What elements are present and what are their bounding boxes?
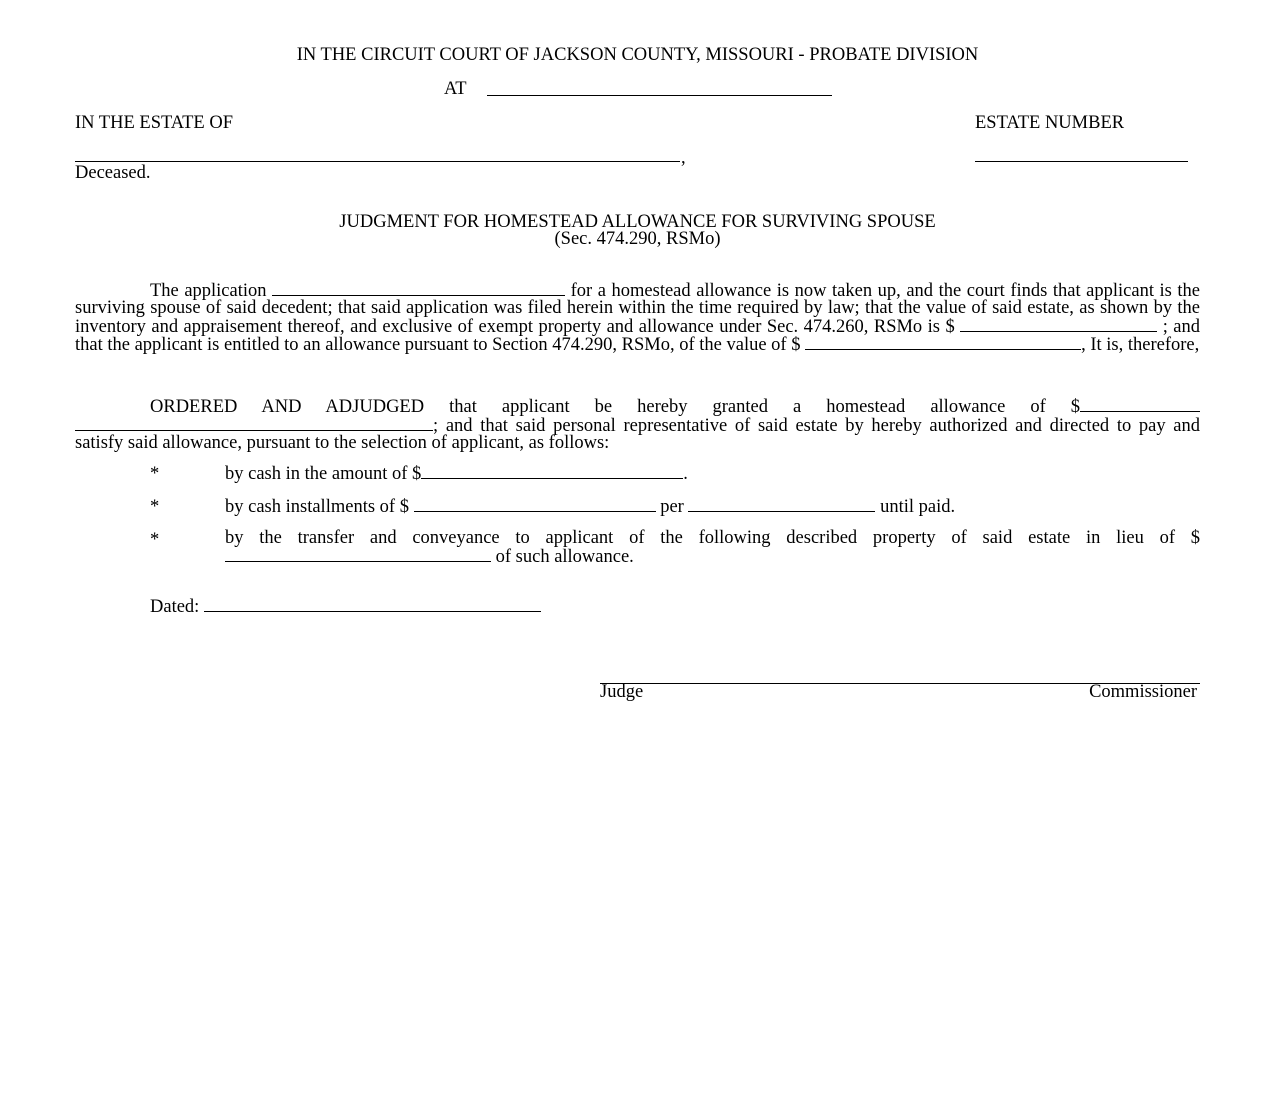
at-label: AT: [444, 79, 467, 99]
dated-line: [150, 597, 541, 618]
order-paragraph: [75, 397, 1200, 451]
option-bullet-3: *: [150, 530, 160, 550]
installments-label: by cash installments of $: [225, 497, 409, 517]
judgment-title: JUDGMENT FOR HOMESTEAD ALLOWANCE FOR SURVIVING SPOUSE: [339, 212, 936, 232]
dated-label: Dated:: [150, 597, 200, 617]
caption-comma: ,: [681, 148, 686, 168]
statute-reference: (Sec. 474.290, RSMo): [554, 229, 721, 249]
decedent-name-field[interactable]: [75, 161, 680, 162]
option-cash: [225, 464, 688, 485]
commissioner-label: Commissioner: [1089, 682, 1197, 702]
homestead-allowance-field[interactable]: [1080, 397, 1200, 412]
option-bullet-1: *: [150, 464, 160, 484]
applicant-name-field[interactable]: [272, 281, 565, 296]
estate-value-field[interactable]: [960, 317, 1157, 332]
date-field[interactable]: [204, 597, 541, 612]
location-field[interactable]: [487, 95, 832, 96]
installments-per-label: per: [660, 497, 684, 517]
transfer-value-field[interactable]: [225, 547, 491, 562]
installment-amount-field[interactable]: [414, 497, 656, 512]
option-installments: [225, 497, 955, 518]
homestead-allowance-field-continued[interactable]: [75, 416, 433, 431]
estate-of-label: IN THE ESTATE OF: [75, 113, 233, 133]
option-bullet-2: *: [150, 497, 160, 517]
installments-suffix: until paid.: [880, 497, 956, 517]
order-text-1: ORDERED AND ADJUDGED that applicant be hereby granted a homestead allowance of $: [150, 397, 1080, 417]
findings-paragraph: [75, 281, 1200, 354]
option-transfer: [225, 530, 1200, 566]
transfer-suffix: of such allowance.: [495, 546, 634, 567]
installment-period-field[interactable]: [688, 497, 875, 512]
findings-text-3: ; and that the applicant is entitled to an allowance pursuant to Section 474.290, RSMo, of the value of $: [75, 316, 1201, 356]
transfer-label: by the transfer and conveyance to applicant of the following described property of said estate in lieu of $: [225, 528, 1200, 548]
estate-number-field[interactable]: [975, 161, 1188, 162]
cash-suffix: .: [683, 464, 688, 484]
judge-label: Judge: [600, 682, 644, 702]
allowance-value-field[interactable]: [805, 335, 1081, 350]
estate-number-label: ESTATE NUMBER: [975, 113, 1125, 133]
cash-amount-field[interactable]: [421, 464, 683, 479]
order-text-2: ; and that said personal representative of said estate by hereby authorized and directed to pay and satisfy said allowance, pursuant to the selection of applicant, as follows:: [75, 415, 1200, 453]
findings-text-4: , It is, therefore,: [1081, 335, 1200, 356]
deceased-label: Deceased.: [75, 163, 151, 183]
findings-text-2: for a homestead allowance is now taken up, and the court finds that applicant is the surviving spouse of said decedent; that said application was filed herein within the time required by law; that the value of said estate, as shown by the inventory and appraisement thereof, and exclusive of exempt property and allowance under Sec. 474.260, RSMo is $: [75, 281, 1201, 337]
court-title: IN THE CIRCUIT COURT OF JACKSON COUNTY, MISSOURI - PROBATE DIVISION: [296, 45, 979, 65]
findings-text-1: The application: [150, 281, 267, 301]
cash-label: by cash in the amount of $: [225, 464, 422, 484]
